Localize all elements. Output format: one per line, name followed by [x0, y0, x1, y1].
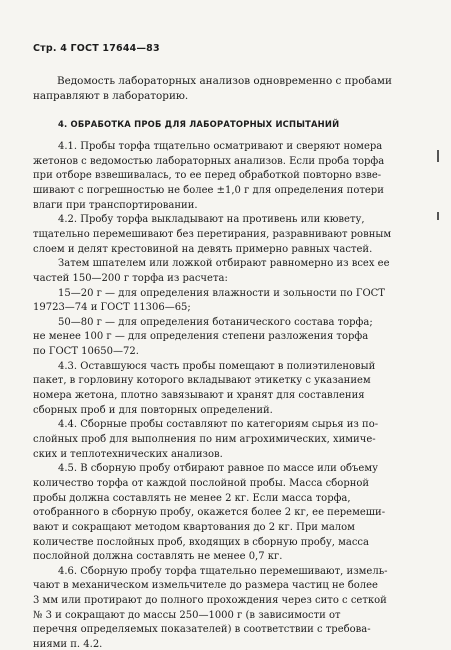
page-header: Стр. 4 ГОСТ 17644—83 [33, 43, 160, 54]
text-line: тщательно перемешивают без перетирания, разравнивают ровным [33, 228, 392, 240]
text-line: сборных проб и для повторных определений. [33, 404, 273, 416]
text-line: частей 150—200 г торфа из расчета: [33, 272, 228, 284]
text-line: ниями п. 4.2. [33, 639, 103, 650]
text-line: по ГОСТ 10650—72. [33, 346, 139, 358]
text-line: влаги при транспортировании. [33, 199, 198, 211]
text-line: количество торфа от каждой послойной пробы. Масса сборной [33, 477, 370, 489]
text-line: жетонов с ведомостью лабораторных анализов. Если проба торфа [33, 155, 385, 167]
text-line: отобранного в сборную пробу, окажется более 2 кг, ее перемеши- [33, 507, 386, 519]
text-line: 15—20 г — для определения влажности и зольности по ГОСТ [58, 287, 385, 299]
section-heading: 4. ОБРАБОТКА ПРОБ ДЛЯ ЛАБОРАТОРНЫХ ИСПЫТАНИЙ [58, 119, 340, 129]
text-line: № 3 и сокращают до массы 250—1000 г (в зависимости от [33, 609, 341, 621]
text-line: перечня определяемых показателей) в соответствии с требова- [33, 624, 371, 636]
text-line: пробы должна составлять не менее 2 кг. Если масса торфа, [33, 492, 351, 504]
text-line: 4.3. Оставшуюся часть пробы помещают в полиэтиленовый [58, 360, 376, 372]
text-line: 3 мм или протирают до полного прохождения через сито с сеткой [33, 595, 387, 607]
text-line: послойной должна составлять не менее 0,7 кг. [33, 551, 283, 563]
text-line: Затем шпателем или ложкой отбирают равномерно из всех ее [58, 258, 390, 270]
text-line: шивают с погрешностью не более ±1,0 г для определения потери [33, 184, 384, 196]
scan-edge-mark [437, 150, 439, 162]
text-line: 50—80 г — для определения ботанического состава торфа; [58, 316, 373, 328]
text-line: номера жетона, плотно завязывают и хранят для составления [33, 390, 365, 401]
text-line: 4.5. В сборную пробу отбирают равное по массе или объему [58, 463, 378, 475]
text-line: чают в механическом измельчителе до размера частиц не более [33, 580, 378, 592]
text-line: ских и теплотехнических анализов. [33, 448, 223, 460]
text-line: 19723—74 и ГОСТ 11306—65; [33, 302, 191, 314]
text-line: 4.2. Пробу торфа выкладывают на противень или кювету, [58, 214, 365, 226]
scan-edge-mark [437, 212, 439, 220]
text-line: Ведомость лабораторных анализов одновременно с пробами [57, 75, 392, 87]
text-line: количестве послойных проб, входящих в сборную пробу, масса [33, 536, 369, 548]
text-line: при отборе взвешивалась, то ее перед обработкой повторно взве- [33, 170, 382, 182]
text-line: не менее 100 г — для определения степени разложения торфа [33, 331, 369, 343]
text-line: вают и сокращают методом квартования до 2 кг. При малом [33, 521, 355, 533]
text-line: 4.6. Сборную пробу торфа тщательно перемешивают, измель- [58, 565, 388, 577]
text-line: 4.4. Сборные пробы составляют по категориям сырья из по- [58, 419, 379, 431]
text-line: слойных проб для выполнения по ним агрохимических, химиче- [33, 433, 376, 445]
text-line: слоем и делят крестовиной на девять примерно равных частей. [33, 243, 373, 255]
text-line: 4.1. Пробы торфа тщательно осматривают и сверяют номера [58, 141, 383, 152]
text-line: пакет, в горловину которого вкладывают этикетку с указанием [33, 375, 371, 387]
text-line: направляют в лабораторию. [33, 90, 189, 102]
